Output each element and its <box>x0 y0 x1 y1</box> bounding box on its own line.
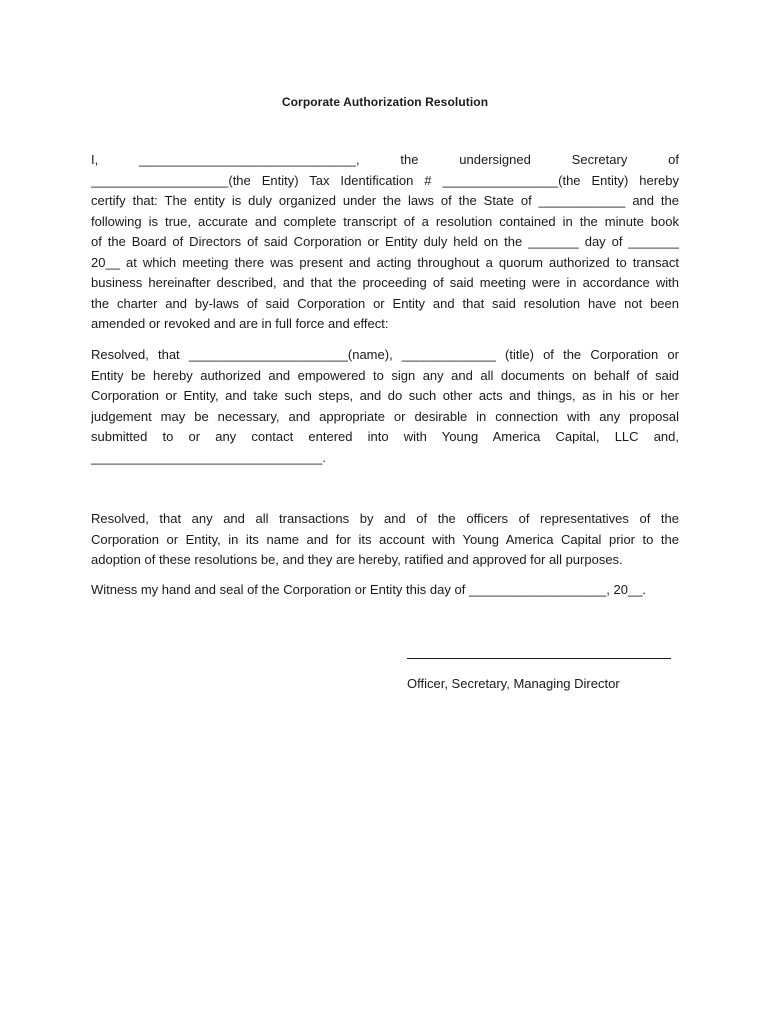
paragraph-line: of the Board of Directors of said Corporation or Entity duly held on the _______ day of _______ <box>91 234 679 249</box>
paragraph-line: following is true, accurate and complete transcript of a resolution contained in the minute book <box>91 213 679 229</box>
paragraph-line: Corporation or Entity, and take such steps, and do such other acts and things, as in his or her <box>91 388 679 403</box>
paragraph-line: Entity be hereby authorized and empowered to sign any and all documents on behalf of said <box>91 367 679 383</box>
paragraph-line: ___________________(the Entity) Tax Identification # ________________(the Entity) hereby <box>91 172 679 188</box>
paragraph-line: certify that: The entity is duly organized under the laws of the State of ____________ and the <box>91 193 679 208</box>
paragraph-line: ________________________________. <box>91 449 326 465</box>
paragraph-line: business hereinafter described, and that the proceeding of said meeting were in accordance with <box>91 275 679 290</box>
witness-paragraph <box>91 580 679 601</box>
witness-line: Witness my hand and seal of the Corporation or Entity this day of ___________________, 20__. <box>91 582 647 597</box>
paragraph-line: Resolved, that ______________________(name), _____________ (title) of the Corporation or <box>91 347 679 362</box>
paragraph-line: amended or revoked and are in full force and effect: <box>91 316 389 331</box>
paragraph-line: adoption of these resolutions be, and they are hereby, ratified and approved for all purposes. <box>91 552 623 567</box>
paragraph-line: Corporation or Entity, in its name and for its account with Young America Capital prior to the <box>91 531 679 547</box>
resolution-ratification-paragraph <box>91 509 679 571</box>
certification-paragraph <box>91 150 679 335</box>
resolution-authorization-paragraph <box>91 345 679 468</box>
paragraph-line: submitted to or any contact entered into with Young America Capital, LLC and, <box>91 429 679 444</box>
paragraph-line: 20__ at which meeting there was present and acting throughout a quorum authorized to transact <box>91 254 679 270</box>
document-title: Corporate Authorization Resolution <box>281 95 489 109</box>
signature-label: Officer, Secretary, Managing Director <box>407 676 620 691</box>
paragraph-line: I, ______________________________, the undersigned Secretary of <box>91 152 679 167</box>
paragraph-line: Resolved, that any and all transactions by and of the officers of representatives of the <box>91 511 679 526</box>
signature-line <box>407 658 671 659</box>
paragraph-line: the charter and by-laws of said Corporation or Entity and that said resolution have not been <box>91 295 679 311</box>
paragraph-line: judgement may be necessary, and appropriate or desirable in connection with any proposal <box>91 408 679 424</box>
